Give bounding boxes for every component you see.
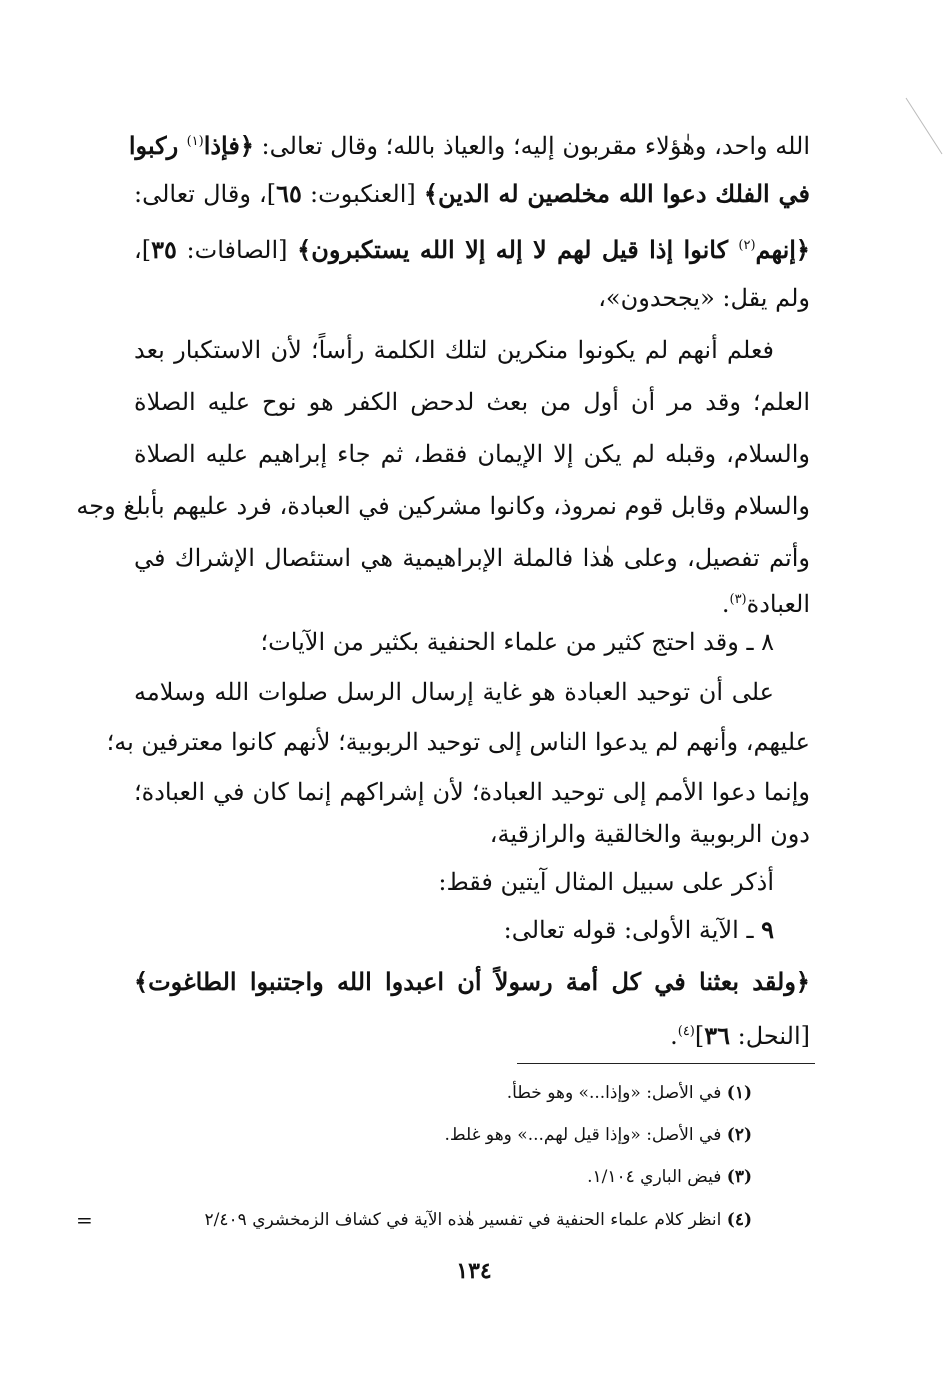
text-run: ركبوا	[128, 131, 187, 160]
body-line	[134, 378, 810, 426]
body-line	[134, 274, 810, 322]
body-line	[134, 430, 810, 478]
text-run: وإنما دعوا الأمم إلى توحيد العبادة؛ لأن إشراكهم إنما كان في العبادة؛	[134, 778, 810, 806]
body-line	[134, 768, 810, 816]
text-run: دون الربوبية والخالقية والرازقية،	[489, 820, 810, 848]
text-run: والسلام، وقبله لم يكن إلا الإيمان فقط، ثم جاء إبراهيم عليه الصلاة	[134, 440, 810, 468]
footnote-ref[interactable]: (٤)	[677, 1024, 695, 1039]
text-run: الله واحد، وهٰؤلاء مقربون إليه؛ والعياذ بالله؛ وقال تعالى:	[253, 132, 810, 160]
body-line	[134, 668, 774, 716]
text-run: ]	[694, 1022, 705, 1050]
body-line	[134, 810, 810, 858]
scan-corner-mark	[904, 96, 944, 156]
footnote-continuation-mark: =	[76, 1208, 93, 1232]
footnote-number: (١)	[726, 1083, 752, 1103]
body-line	[134, 1008, 810, 1060]
footnote	[52, 1076, 752, 1110]
footnote-number: (٤)	[726, 1210, 752, 1230]
text-run: [العنكبوت:	[301, 180, 424, 208]
text-run: ـ الآية الأولى: قوله تعالى:	[503, 916, 762, 944]
footnote-number: (٣)	[726, 1167, 752, 1187]
body-line	[106, 718, 810, 766]
page-number: ١٣٤	[456, 1258, 492, 1284]
text-run: .	[721, 590, 730, 618]
text-run: ٩	[761, 915, 774, 944]
body-line	[134, 958, 810, 1006]
body-line	[134, 326, 774, 374]
text-run: [الصافات:	[176, 236, 298, 264]
footnote-text: انظر كلام علماء الحنفية في تفسير هٰذه الآية في كشاف الزمخشري ٢/٤٠٩	[204, 1210, 727, 1230]
body-line	[134, 222, 810, 274]
text-run: .	[670, 1022, 678, 1050]
text-run: العلم؛ وقد مر أن أول من بعث لدحض الكفر هو نوح عليه الصلاة	[134, 388, 810, 416]
text-run: على أن توحيد العبادة هو غاية إرسال الرسل صلوات الله وسلامه	[134, 678, 774, 706]
text-run: ]، وقال تعالى:	[134, 180, 277, 208]
body-line	[128, 118, 810, 170]
text-run: والسلام وقابل قوم نمروذ، وكانوا مشركين في العبادة، فرد عليهم بأبلغ وجه	[76, 492, 810, 520]
body-line	[134, 906, 774, 954]
body-line	[134, 534, 810, 582]
text-run: العبادة	[746, 590, 810, 618]
body-line	[134, 618, 774, 666]
text-run: في الفلك دعوا الله مخلصين له الدين﴾	[423, 179, 811, 208]
text-run: عليهم، وأنهم لم يدعوا الناس إلى توحيد الربوبية؛ لأنهم كانوا معترفين به؛	[106, 728, 810, 756]
footnote-separator	[517, 1063, 815, 1064]
footnote-text: فيض الباري ١/١٠٤.	[587, 1167, 727, 1187]
text-run: ﴿إنهم	[755, 235, 810, 264]
text-run: ولم يقل: «يجحدون»،	[598, 284, 810, 312]
text-run: ٦٥	[276, 179, 302, 208]
footnote-text: في الأصل: «وإذا قيل لهم...» وهو غلط.	[444, 1125, 727, 1145]
text-run: كانوا إذا قيل لهم لا إله إلا الله يستكبرون﴾	[297, 235, 739, 264]
text-run: فعلم أنهم لم يكونوا منكرين لتلك الكلمة رأساً؛ لأن الاستكبار بعد	[134, 336, 774, 364]
footnote-number: (٢)	[726, 1125, 752, 1145]
footnote-text: في الأصل: «وإذا...» وهو خطأ.	[506, 1083, 727, 1103]
footnote	[52, 1203, 752, 1237]
body-line	[76, 482, 810, 530]
text-run: وأتم تفصيل، وعلى هٰذا فالملة الإبراهيمية هي استئصال الإشراك في	[134, 544, 810, 572]
text-run: ﴿ولقد بعثنا في كل أمة رسولاً أن اعبدوا الله واجتنبوا الطاغوت﴾	[134, 967, 810, 996]
footnote-ref[interactable]: (٣)	[729, 592, 747, 607]
text-run: ]،	[134, 236, 152, 264]
text-run: ٣٥	[151, 235, 177, 264]
body-line	[134, 858, 774, 906]
footnote	[52, 1160, 752, 1194]
text-run: [النحل:	[730, 1022, 810, 1050]
text-run: ٨ ـ وقد احتج كثير من علماء الحنفية بكثير من الآيات؛	[260, 628, 774, 656]
text-run: أذكر على سبيل المثال آيتين فقط:	[438, 868, 774, 896]
text-run: ﴿فإذا	[203, 131, 254, 160]
footnote-ref[interactable]: (٢)	[738, 238, 756, 253]
footnote	[52, 1118, 752, 1152]
body-line	[134, 170, 810, 218]
text-run: ٣٦	[704, 1021, 731, 1050]
footnote-ref[interactable]: (١)	[186, 134, 204, 149]
